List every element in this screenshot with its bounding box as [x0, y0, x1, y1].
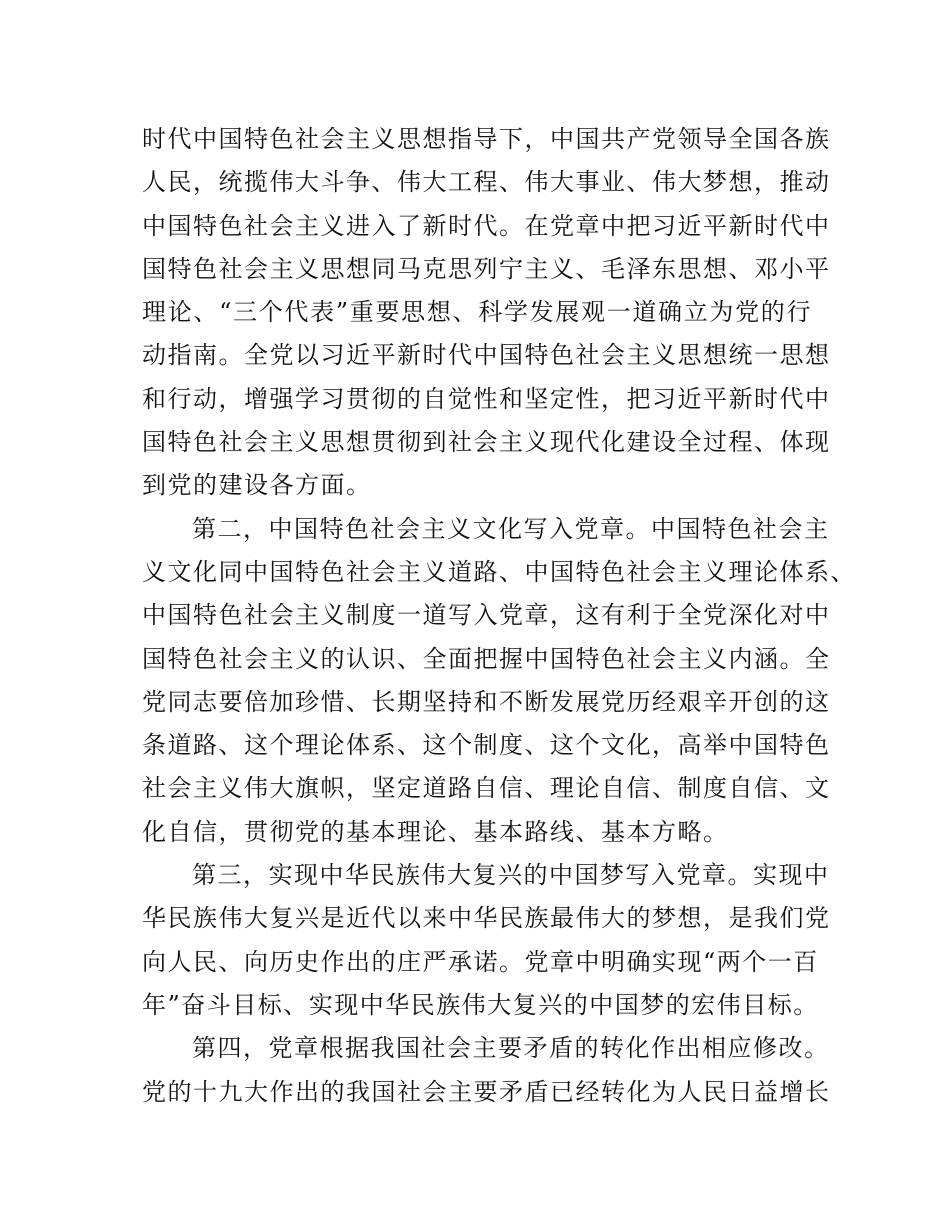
paragraph-4 [142, 1027, 831, 1114]
text-line: 时代中国特色社会主义思想指导下，中国共产党领导全国各族 [142, 125, 831, 153]
text-line: 国特色社会主义思想同马克思列宁主义、毛泽东思想、邓小平 [142, 254, 831, 283]
text-line: 年”奋斗目标、实现中华民族伟大复兴的中国梦的宏伟目标。 [142, 990, 819, 1019]
text-line: 中国特色社会主义制度一道写入党章，这有利于全党深化对中 [142, 601, 831, 630]
text-line: 和行动，增强学习贯彻的自觉性和坚定性，把习近平新时代中 [142, 384, 831, 413]
text-line: 动指南。全党以习近平新时代中国特色社会主义思想统一思想 [142, 341, 831, 370]
text-line: 到党的建设各方面。 [142, 471, 372, 500]
text-line: 中国特色社会主义进入了新时代。在党章中把习近平新时代中 [142, 211, 831, 240]
paragraph-1 [142, 118, 831, 508]
text-line: 党的十九大作出的我国社会主要矛盾已经转化为人民日益增长 [142, 1077, 831, 1106]
text-line: 第四，党章根据我国社会主要矛盾的转化作出相应修改。 [192, 1034, 830, 1063]
paragraph-3 [142, 854, 831, 1027]
text-line: 第三，实现中华民族伟大复兴的中国梦写入党章。实现中 [192, 861, 830, 890]
text-line: 华民族伟大复兴是近代以来中华民族最伟大的梦想，是我们党 [142, 904, 831, 933]
text-line: 义文化同中国特色社会主义道路、中国特色社会主义理论体系、 [142, 557, 856, 586]
body-text [142, 118, 856, 1114]
text-line: 化自信，贯彻党的基本理论、基本路线、基本方略。 [142, 817, 729, 846]
text-line: 国特色社会主义思想贯彻到社会主义现代化建设全过程、体现 [142, 428, 831, 457]
text-line: 国特色社会主义的认识、全面把握中国特色社会主义内涵。全 [142, 644, 831, 673]
paragraph-2 [142, 508, 856, 854]
text-line: 理论、“三个代表”重要思想、科学发展观一道确立为党的行 [142, 298, 812, 327]
text-line: 党同志要倍加珍惜、长期坚持和不断发展党历经艰辛开创的这 [142, 687, 831, 716]
text-line: 人民，统揽伟大斗争、伟大工程、伟大事业、伟大梦想，推动 [142, 168, 831, 197]
text-line: 条道路、这个理论体系、这个制度、这个文化，高举中国特色 [142, 731, 831, 760]
text-line: 向人民、向历史作出的庄严承诺。党章中明确实现“两个一百 [142, 947, 819, 976]
text-line: 第二，中国特色社会主义文化写入党章。中国特色社会主 [192, 514, 830, 543]
text-line: 社会主义伟大旗帜，坚定道路自信、理论自信、制度自信、文 [142, 774, 831, 803]
